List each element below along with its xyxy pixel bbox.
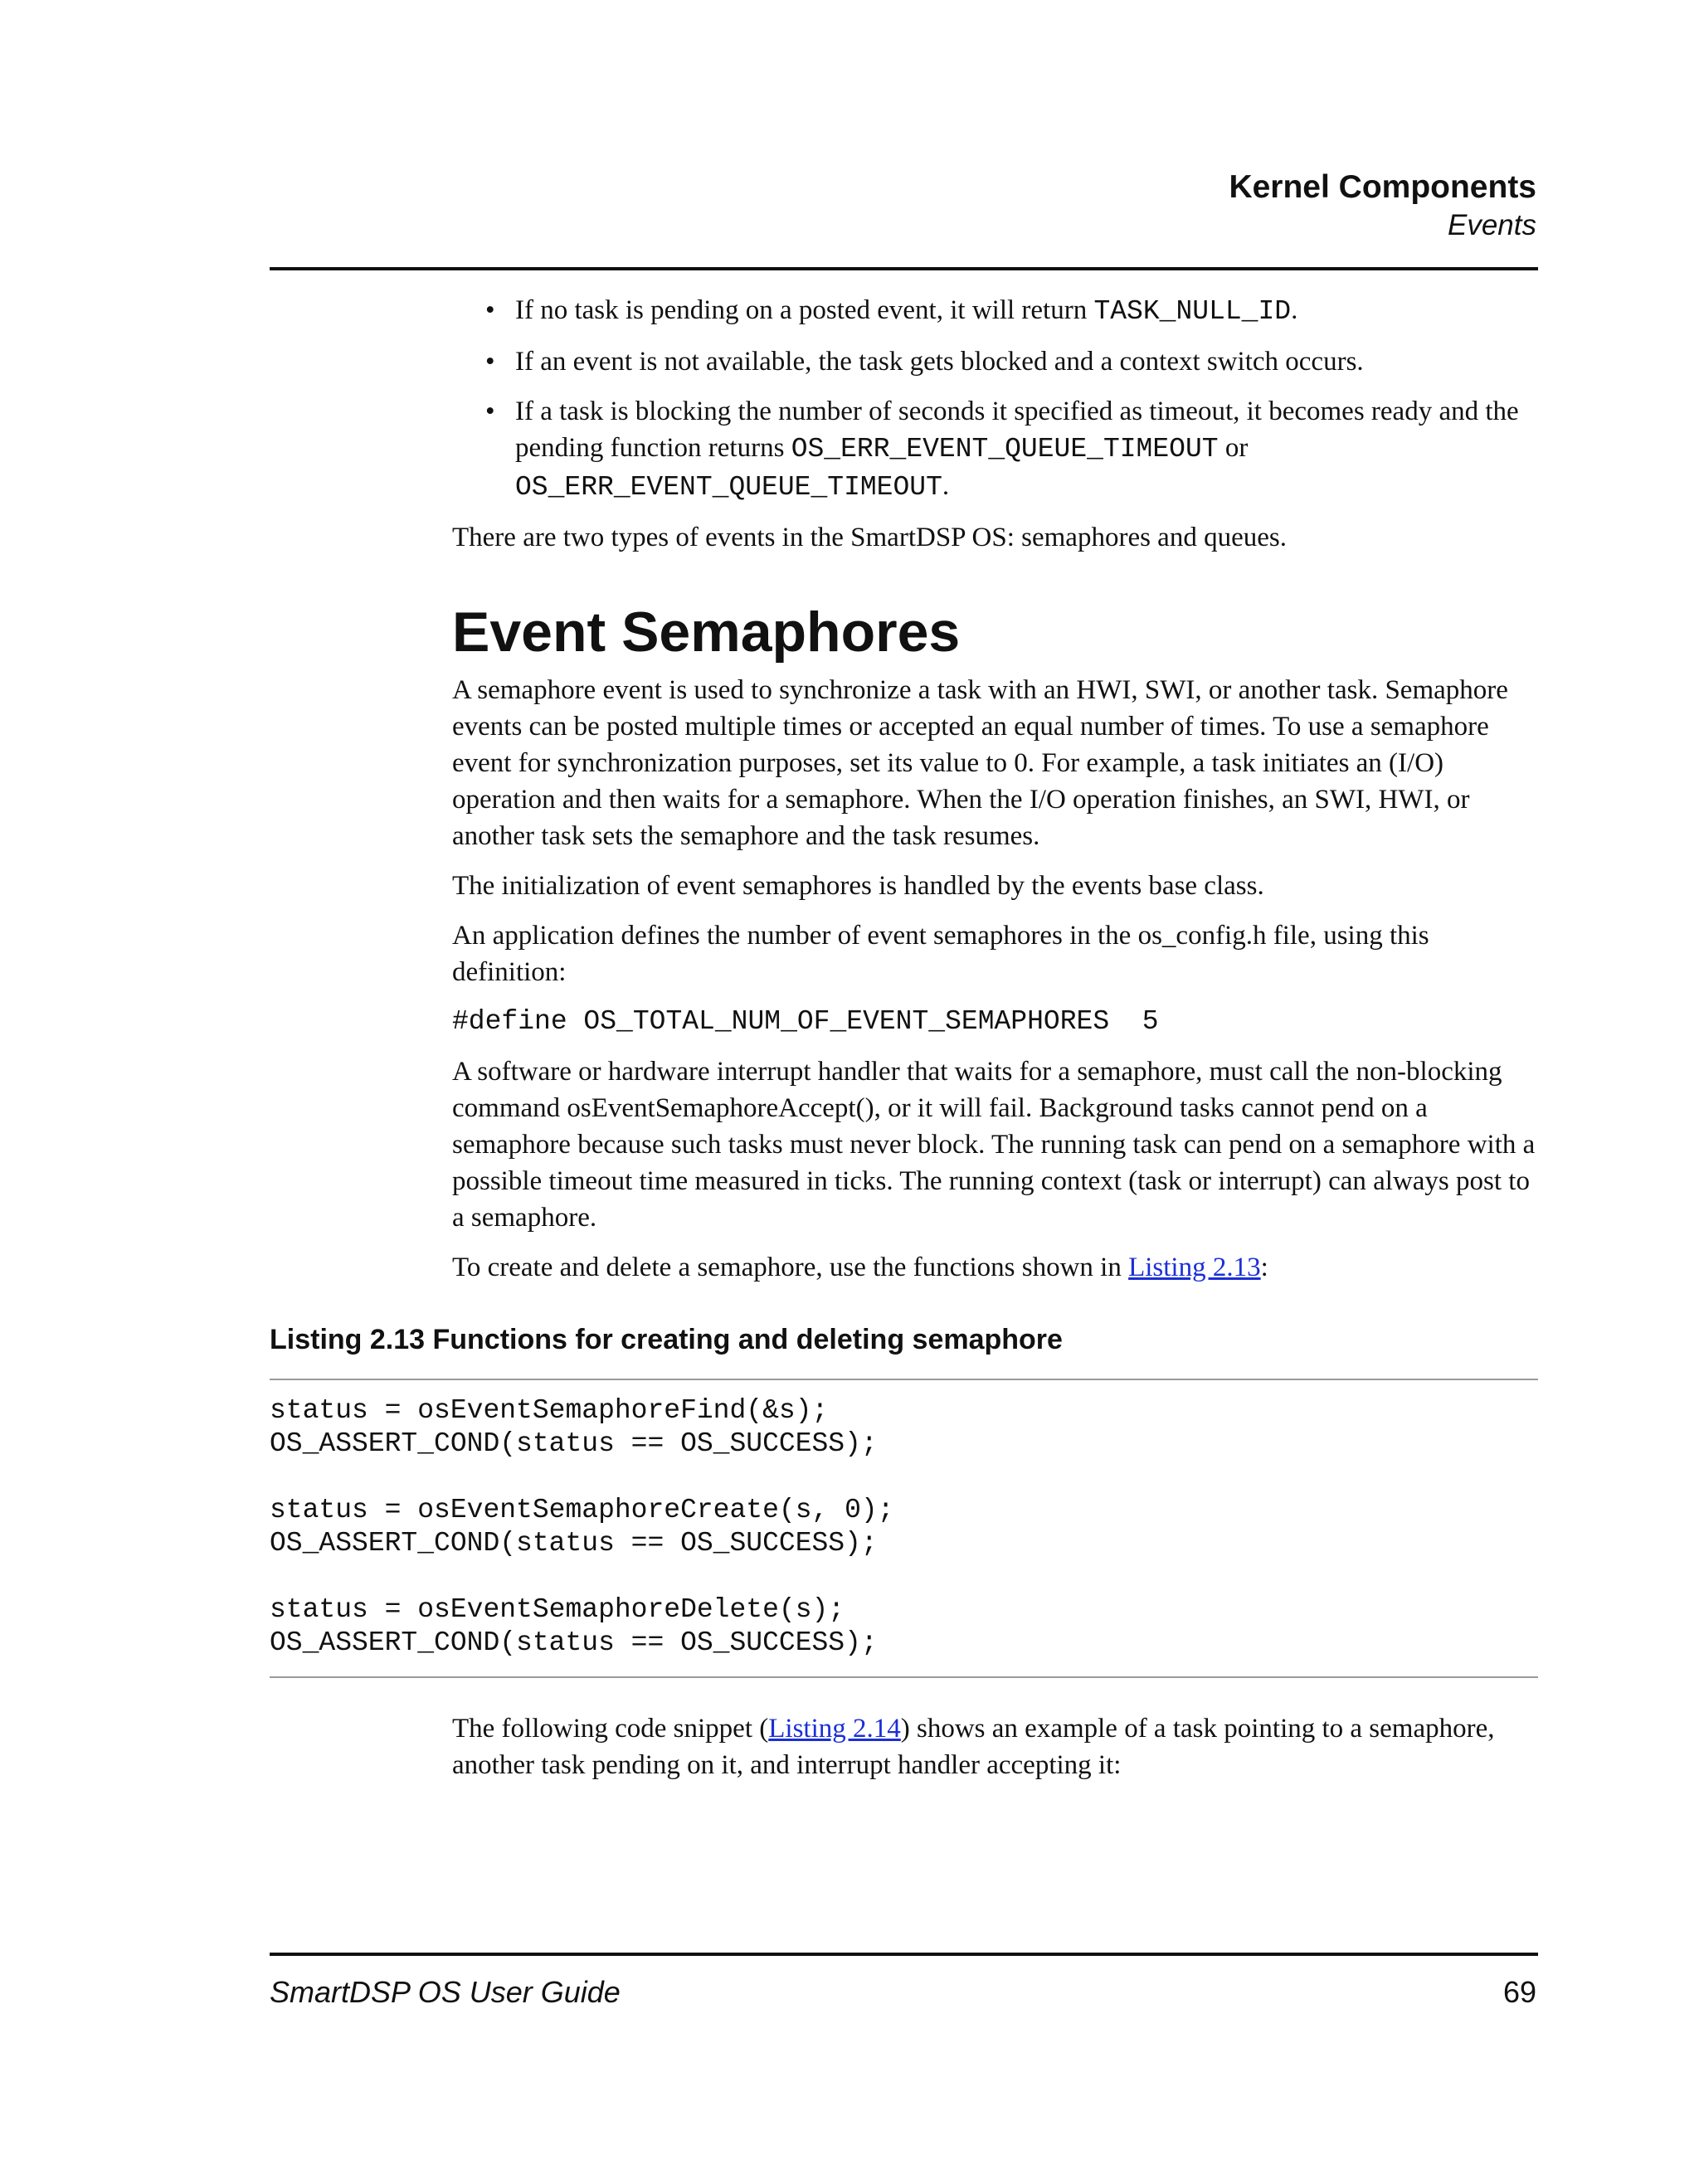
bullet-text: If an event is not available, the task gets blocked and a context switch occurs. bbox=[515, 347, 1364, 377]
section-block bbox=[452, 599, 1539, 1299]
paragraph: An application defines the number of event semaphores in the os_config.h file, using this definition: bbox=[452, 921, 1429, 987]
listing-top-rule bbox=[270, 1379, 1538, 1380]
running-header bbox=[1229, 168, 1536, 244]
inline-code: OS_ERR_EVENT_QUEUE_TIMEOUT bbox=[791, 434, 1219, 465]
bullet-list bbox=[452, 292, 1539, 506]
paragraph-text: ) shows an example of a task pointing to a semaphore, another task pending on it, and interrupt handler accepting it: bbox=[452, 1714, 1495, 1780]
footer-title: SmartDSP OS User Guide bbox=[270, 1975, 621, 2009]
bullet-text: or bbox=[1218, 433, 1249, 463]
header-rule bbox=[270, 267, 1538, 270]
top-text-block bbox=[452, 292, 1539, 569]
section-name: Events bbox=[1448, 209, 1536, 241]
list-item bbox=[452, 393, 1539, 506]
list-item bbox=[452, 343, 1539, 380]
bullet-icon: • bbox=[485, 396, 495, 426]
intro-paragraph: There are two types of events in the SmartDSP OS: semaphores and queues. bbox=[452, 523, 1287, 552]
footer-rule bbox=[270, 1953, 1538, 1956]
paragraph bbox=[452, 1249, 1539, 1286]
paragraph-text: To create and delete a semaphore, use the functions shown in bbox=[452, 1253, 1129, 1282]
listing-2-13-link[interactable]: Listing 2.13 bbox=[1128, 1253, 1261, 1282]
page-number: 69 bbox=[1502, 1975, 1536, 2009]
listing-caption: Listing 2.13 Functions for creating and deleting semaphore bbox=[270, 1324, 1063, 1355]
section-heading: Event Semaphores bbox=[452, 601, 961, 664]
bullet-text: . bbox=[1291, 295, 1298, 325]
bullet-text: . bbox=[942, 471, 950, 501]
bullet-text: If a task is blocking the number of seconds it specified as timeout, it becomes ready and the pending function returns bbox=[515, 396, 1519, 463]
paragraph: The initialization of event semaphores is handled by the events base class. bbox=[452, 871, 1264, 901]
code-listing: status = osEventSemaphoreFind(&s); OS_ASSERT_COND(status == OS_SUCCESS); status = osEventSemaphoreCreate(s, 0); OS_ASSERT_COND(status == OS_SUCCESS); status = osEventSemaphoreDelete(s); OS_ASSERT_COND(status == OS_SUCCESS); bbox=[270, 1395, 894, 1658]
bullet-icon: • bbox=[485, 347, 495, 377]
paragraph: A software or hardware interrupt handler that waits for a semaphore, must call the non-blocking command osEventSemaphoreAccept(), or it will fail. Background tasks cannot pend on a semaphore because such tasks must never block. The running task can pend on a semaphore with a possible timeout time measured in ticks. The running context (task or interrupt) can always post to a semaphore. bbox=[452, 1057, 1536, 1233]
bullet-icon: • bbox=[485, 295, 495, 325]
paragraph: A semaphore event is used to synchronize a task with an HWI, SWI, or another task. Semaphore events can be posted multiple times or accepted an equal number of times. To use a semaphore event for synchronization purposes, set its value to 0. For example, a task initiates an (I/O) operation and then waits for a semaphore. When the I/O operation finishes, an SWI, HWI, or another task sets the semaphore and the task resumes. bbox=[452, 675, 1508, 851]
list-item bbox=[452, 292, 1539, 330]
chapter-title: Kernel Components bbox=[1229, 169, 1536, 205]
listing-bottom-rule bbox=[270, 1676, 1538, 1678]
inline-code: TASK_NULL_ID bbox=[1093, 296, 1292, 327]
define-code-line: #define OS_TOTAL_NUM_OF_EVENT_SEMAPHORES 5 bbox=[452, 1006, 1159, 1037]
listing-2-14-link[interactable]: Listing 2.14 bbox=[768, 1714, 901, 1744]
after-listing-block bbox=[452, 1710, 1539, 1797]
inline-code: OS_ERR_EVENT_QUEUE_TIMEOUT bbox=[515, 472, 942, 503]
bullet-text: If no task is pending on a posted event, it will return bbox=[515, 295, 1094, 325]
paragraph bbox=[452, 1710, 1539, 1783]
paragraph-text: : bbox=[1260, 1253, 1268, 1282]
paragraph-text: The following code snippet ( bbox=[452, 1714, 769, 1744]
